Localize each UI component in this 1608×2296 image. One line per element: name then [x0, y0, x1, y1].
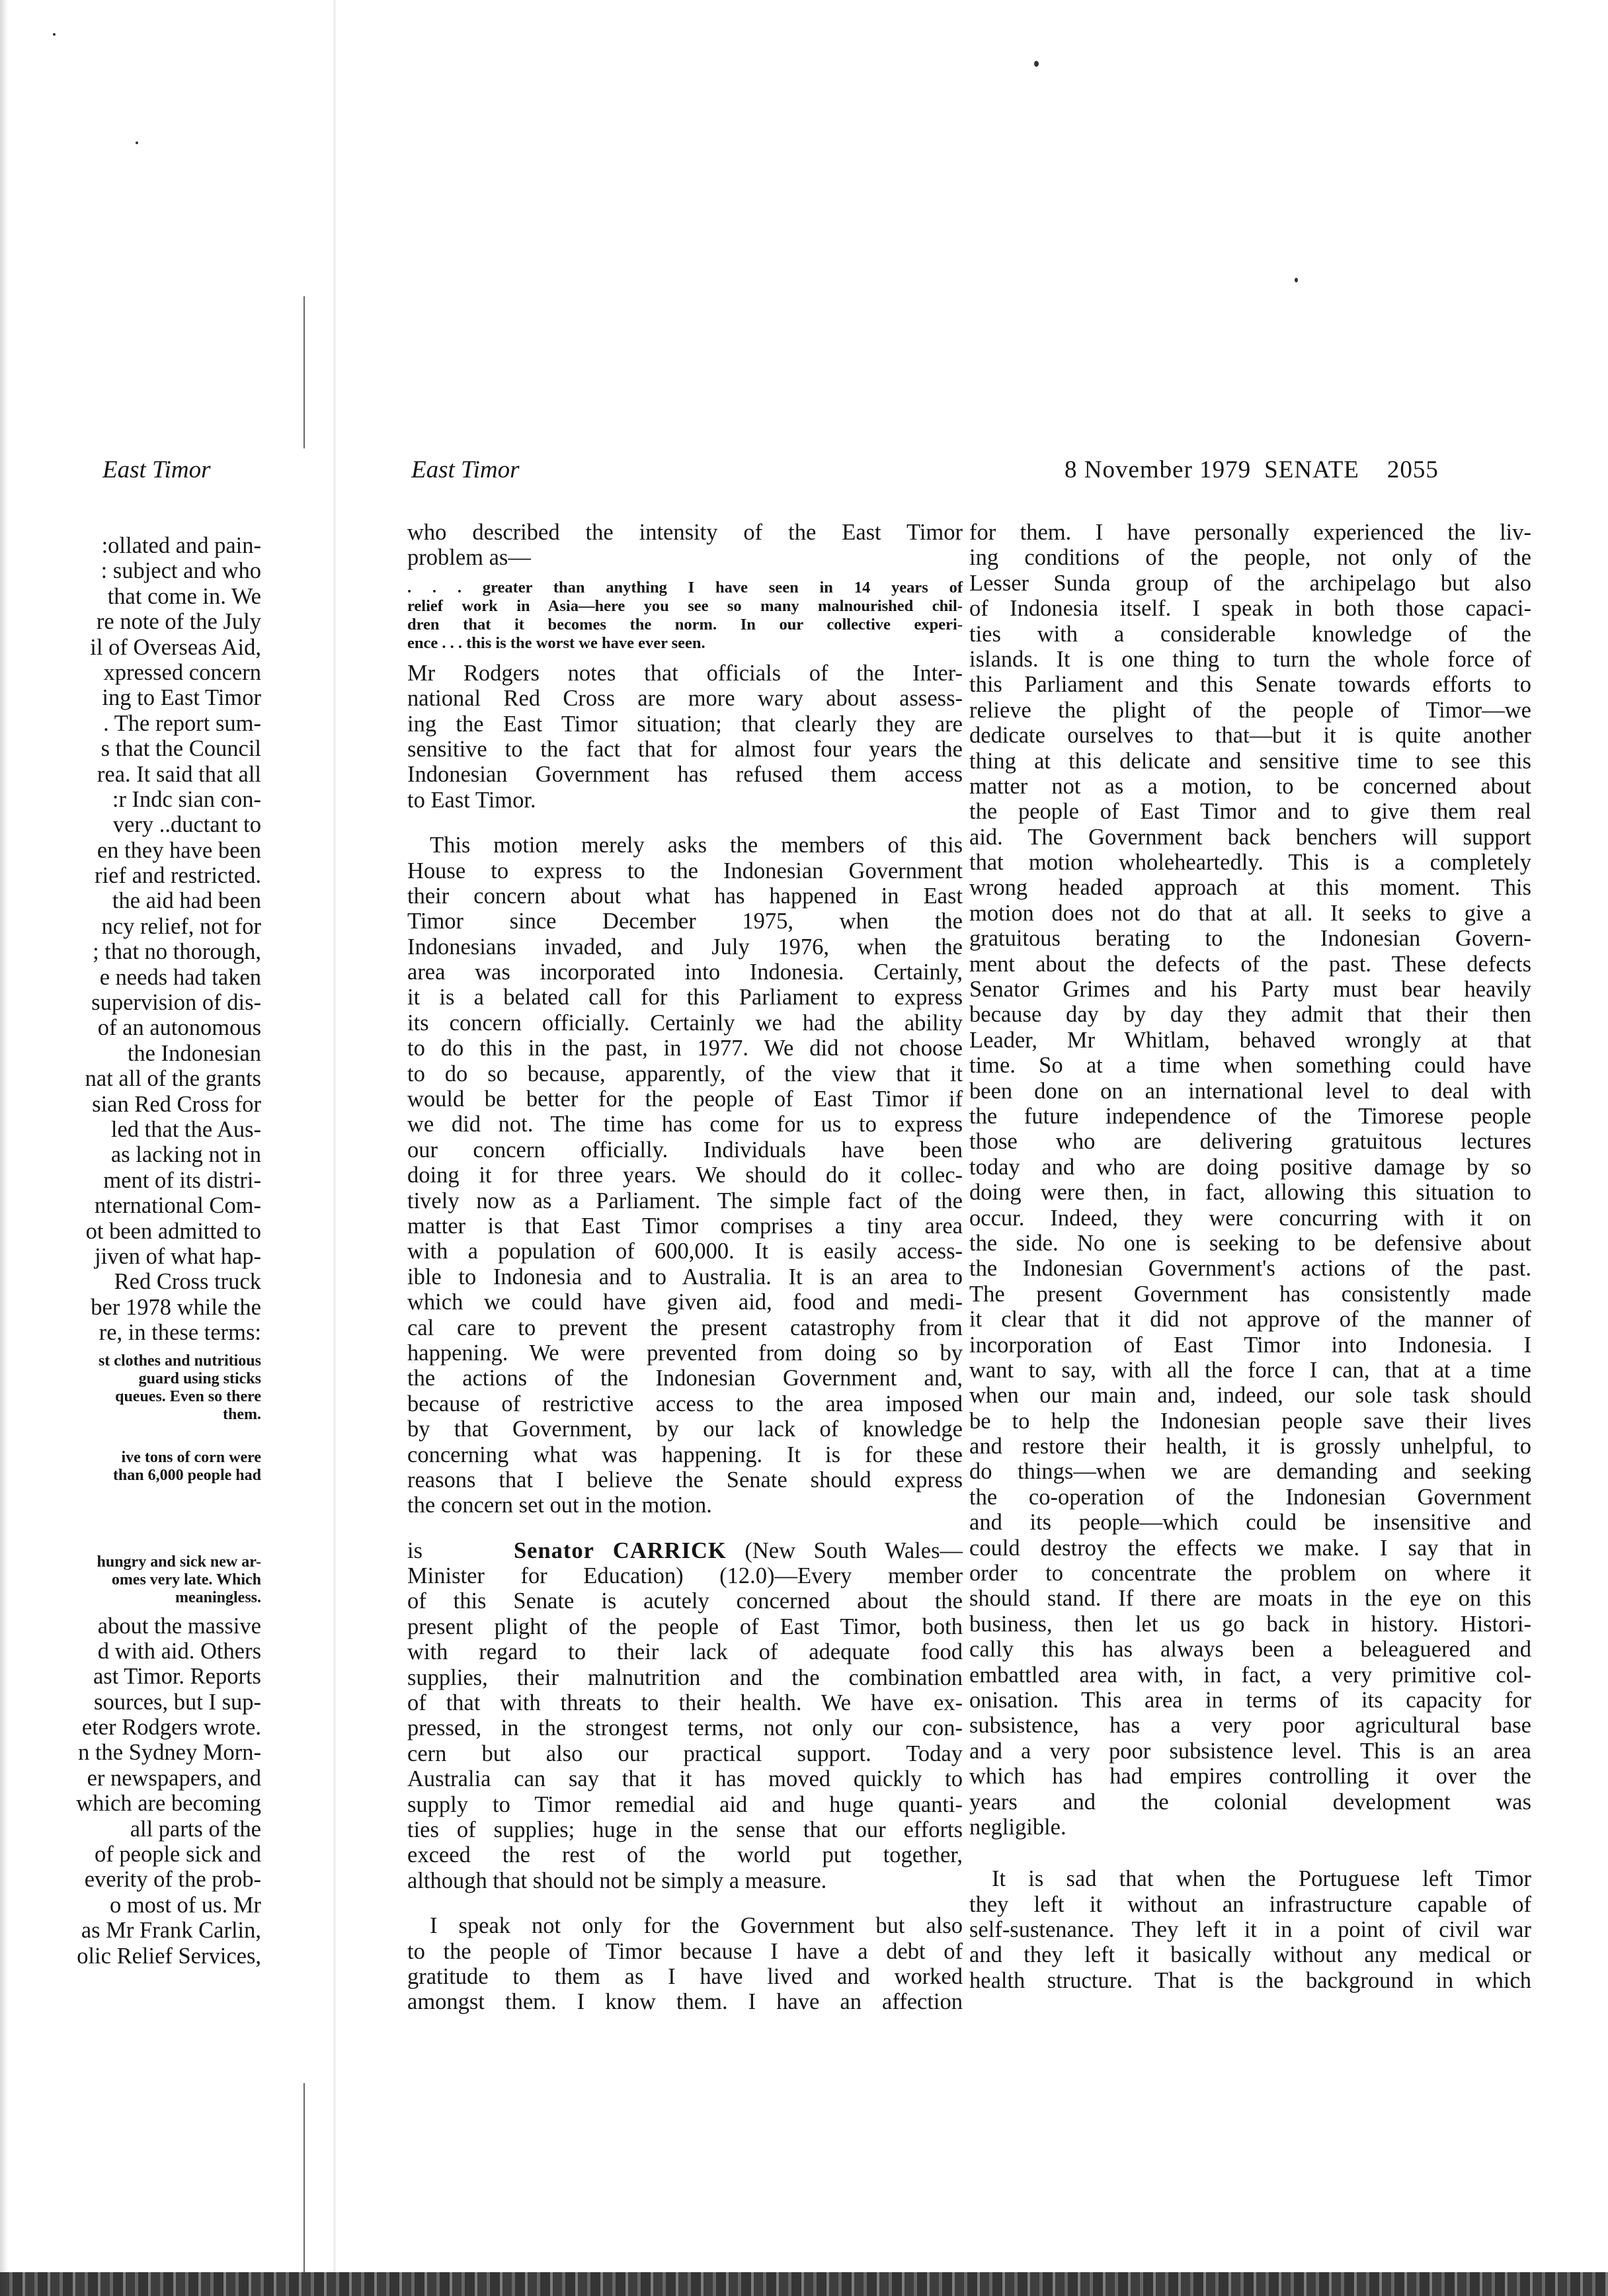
text-line: happening. We were prevented from doing so by: [407, 1340, 963, 1366]
fragment-line: sian Red Cross for: [92, 1091, 261, 1117]
text-line: ties of supplies; huge in the sense that our efforts: [407, 1817, 963, 1842]
fragment-line: ot been admitted to: [85, 1218, 261, 1244]
text-line: supply to Timor remedial aid and huge quanti-: [407, 1791, 963, 1817]
text-line: with regard to their lack of adequate food: [407, 1639, 963, 1665]
middle-column: [407, 520, 963, 2015]
scan-speck: [53, 33, 56, 36]
text-line: House to express to the Indonesian Government: [407, 858, 963, 883]
text-line: our concern officially. Individuals have been: [407, 1137, 963, 1163]
text-line: Indonesians invaded, and July 1976, when the: [407, 934, 963, 960]
fragment-quote-line: omes very late. Which: [111, 1571, 261, 1588]
text-line: Timor since December 1975, when the: [407, 909, 963, 934]
text-line: national Red Cross are more wary about assess-: [407, 686, 963, 712]
text-line: the side. No one is seeking to be defensive about: [969, 1230, 1531, 1256]
speaker-electorate: (New South Wales—: [744, 1538, 963, 1563]
text-line: they left it without an infrastructure capable of: [969, 1891, 1531, 1917]
text-line: concerning what was happening. It is for these: [407, 1442, 963, 1467]
text-line: islands. It is one thing to turn the whole force of: [969, 646, 1531, 672]
text-line: which we could have given aid, food and medi-: [407, 1290, 963, 1315]
text-line: and restore their health, it is grossly unhelpful, to: [969, 1434, 1531, 1459]
text-line: could destroy the effects we make. I say that in: [969, 1535, 1531, 1561]
text-line: gratuitous berating to the Indonesian Govern-: [969, 926, 1531, 952]
header-date: 8 November 1979: [1065, 456, 1252, 483]
text-line: because day by day they admit that their then: [969, 1002, 1531, 1028]
fragment-line: that come in. We: [107, 583, 261, 609]
fragment-line: nternational Com-: [95, 1193, 261, 1219]
text-line: reasons that I believe the Senate should express: [407, 1467, 963, 1493]
fragment-line: : subject and who: [100, 558, 261, 584]
scan-speck: [1295, 278, 1298, 282]
fragment-line: everity of the prob-: [84, 1867, 261, 1893]
paragraph-affection: [407, 1913, 963, 2015]
fragment-line: re note of the July: [96, 609, 261, 635]
running-head-center: East Timor: [411, 456, 520, 483]
scan-speck: [1034, 61, 1039, 67]
fragment-line: about the massive: [97, 1613, 261, 1639]
fragment-line: . The report sum-: [103, 710, 261, 736]
text-line: area was incorporated into Indonesia. Certainly,: [407, 960, 963, 985]
text-line: doing it for three years. We should do it collec-: [407, 1163, 963, 1188]
text-line: relieve the plight of the people of Timor—we: [969, 697, 1531, 723]
quote-line: dren that it becomes the norm. In our collective experi-: [407, 615, 963, 634]
gutter-mark-bottom: [303, 2083, 305, 2272]
paragraph-experience: [969, 520, 1531, 1840]
text-line: motion does not do that at all. It seeks to give a: [969, 900, 1531, 926]
text-line: subsistence, has a very poor agricultural base: [969, 1713, 1531, 1739]
text-line: the future independence of the Timorese people: [969, 1103, 1531, 1129]
text-line: who described the intensity of the East Timor: [407, 520, 963, 545]
text-line: and they left it basically without any medical or: [969, 1942, 1531, 1968]
fragment-line: which are becoming: [76, 1791, 261, 1817]
text-line: The present Government has consistently made: [969, 1281, 1531, 1307]
rodgers-quote: [407, 579, 963, 653]
fragment-line: o most of us. Mr: [109, 1892, 261, 1918]
fragment-line: s that the Council: [100, 736, 261, 762]
fragment-quote-line: ive tons of corn were: [121, 1448, 261, 1466]
text-line: thing at this delicate and sensitive time to see this: [969, 748, 1531, 774]
text-line: should stand. If there are moats in the eye on this: [969, 1586, 1531, 1612]
text-line: I speak not only for the Government but also: [430, 1913, 963, 1939]
text-line: ible to Indonesia and to Australia. It is an area to: [407, 1264, 963, 1290]
text-line: sensitive to the fact that for almost four years the: [407, 736, 963, 762]
fragment-quote-line: st clothes and nutritious: [98, 1352, 261, 1370]
text-line: Indonesian Government has refused them access: [407, 762, 963, 788]
text-line: be to help the Indonesian people save their lives: [969, 1408, 1531, 1434]
quote-line: relief work in Asia—here you see so many malnourished chil-: [407, 596, 963, 615]
text-line: when our main and, indeed, our sole task should: [969, 1383, 1531, 1409]
text-line: of that with threats to their health. We have ex-: [407, 1690, 963, 1716]
fragment-line: sources, but I sup-: [94, 1689, 261, 1715]
fragment-line: re, in these terms:: [99, 1320, 261, 1346]
text-line: Mr Rodgers notes that officials of the Inter-: [407, 660, 963, 686]
fragment-line: en they have been: [97, 837, 261, 863]
intro-paragraph: [407, 520, 963, 571]
text-line: this Parliament and this Senate towards efforts to: [969, 672, 1531, 698]
scan-speck: [136, 142, 138, 144]
text-line: and a very poor subsistence level. This is an area: [969, 1738, 1531, 1764]
text-line: to do so because, apparently, of the view that it: [407, 1061, 963, 1086]
text-line: do things—when we are demanding and seeking: [969, 1459, 1531, 1485]
text-line: order to concentrate the problem on where it: [969, 1561, 1531, 1586]
text-line: gratitude to them as I have lived and worked: [407, 1963, 963, 1989]
text-line: It is sad that when the Portuguese left Timor: [992, 1866, 1531, 1892]
fragment-line: ncy relief, not for: [101, 913, 261, 939]
fragment-line: as Mr Frank Carlin,: [81, 1918, 261, 1944]
text-line: its concern officially. Certainly we had the ability: [407, 1010, 963, 1036]
text-line: Minister for Education) (12.0)—Every member: [407, 1563, 963, 1589]
fragment-line: supervision of dis-: [91, 990, 261, 1016]
text-line: This motion merely asks the members of this: [430, 833, 963, 858]
fragment-line: nat all of the grants: [85, 1066, 261, 1092]
text-line: today and who are doing positive damage by so: [969, 1154, 1531, 1180]
fragment-line: rea. It said that all: [97, 761, 261, 787]
fragment-line: ment of its distri-: [103, 1167, 261, 1193]
text-line: the concern set out in the motion.: [407, 1493, 712, 1518]
text-line: the actions of the Indonesian Government and,: [407, 1366, 963, 1391]
fragment-line: jiven of what hap-: [95, 1243, 261, 1269]
text-line: the Indonesian Government's actions of the past.: [969, 1256, 1531, 1282]
text-line: want to say, with all the force I can, that at a time: [969, 1357, 1531, 1383]
speaker-prefix: is: [407, 1538, 423, 1563]
fragment-line: d with aid. Others: [97, 1638, 261, 1664]
text-line: years and the colonial development was: [969, 1789, 1531, 1815]
text-line: cally this has always been a beleaguered and: [969, 1637, 1531, 1662]
scan-bottom-edge: [0, 2272, 1608, 2296]
fragment-line: ing to East Timor: [102, 685, 261, 711]
text-line: negligible.: [969, 1814, 1066, 1840]
fragment-line: il of Overseas Aid,: [90, 634, 261, 660]
fragment-line: n the Sydney Morn-: [78, 1740, 261, 1766]
text-line: onisation. This area in terms of its capacity for: [969, 1687, 1531, 1713]
text-line: health structure. That is the background in which: [969, 1967, 1531, 1993]
quote-line: ence . . . this is the worst we have ever seen.: [407, 634, 705, 652]
fragment-line: as lacking not in: [110, 1142, 261, 1168]
paragraph-carrick: [407, 1538, 963, 1893]
text-line: it clear that it did not approve of the manner of: [969, 1307, 1531, 1332]
page-fold: [333, 0, 337, 2296]
text-line: it is a belated call for this Parliament to express: [407, 985, 963, 1010]
fragment-line: ; that no thorough,: [93, 939, 261, 965]
text-line: Senator Grimes and his Party must bear heavily: [969, 977, 1531, 1003]
text-line: and its people—which could be insensitive and: [969, 1510, 1531, 1536]
text-line: wrong headed approach at this moment. This: [969, 875, 1531, 901]
fragment-line: xpressed concern: [103, 659, 261, 685]
fragment-line: Red Cross truck: [114, 1269, 261, 1295]
text-line: for them. I have personally experienced the liv-: [969, 520, 1531, 545]
text-line: because of restrictive access to the area imposed: [407, 1391, 963, 1416]
text-line: present plight of the people of East Timor, both: [407, 1614, 963, 1639]
fragment-line: er newspapers, and: [87, 1765, 261, 1791]
text-line: of Indonesia itself. I speak in both those capaci-: [969, 596, 1531, 622]
fragment-line: ast Timor. Reports: [93, 1664, 261, 1690]
fragment-line: :ollated and pain-: [101, 533, 261, 558]
text-line: matter not as a motion, to be concerned about: [969, 773, 1531, 799]
gutter-mark-top: [303, 296, 305, 448]
fragment-line: of people sick and: [95, 1842, 261, 1867]
text-line: ing the East Timor situation; that clearly they are: [407, 711, 963, 737]
paragraph-motion: [407, 833, 963, 1518]
text-line: that motion wholeheartedly. This is a completely: [969, 850, 1531, 876]
left-column-fragment: [0, 533, 261, 1969]
fragment-quote-line: queues. Even so there: [115, 1387, 261, 1405]
text-line: self-sustenance. They left it in a point of civil war: [969, 1917, 1531, 1943]
text-line: been done on an international level to deal with: [969, 1078, 1531, 1104]
text-line: ing conditions of the people, not only of the: [969, 545, 1531, 571]
text-line: business, then let us go back in history. Histori-: [969, 1611, 1531, 1637]
text-line: with a population of 600,000. It is easily access-: [407, 1239, 963, 1264]
fragment-line: the aid had been: [112, 888, 261, 914]
fragment-line: very ..ductant to: [112, 812, 261, 838]
fragment-quote-line: hungry and sick new ar-: [97, 1553, 261, 1571]
fragment-quote-line: meaningless.: [175, 1588, 261, 1606]
fragment-line: rief and restricted.: [95, 863, 261, 889]
fragment-line: olic Relief Services,: [77, 1943, 261, 1969]
page-number: 2055: [1387, 456, 1439, 483]
running-head-right: [1065, 454, 1439, 487]
text-line: Australia can say that it has moved quickly to: [407, 1766, 963, 1792]
text-line: time. So at a time when something could have: [969, 1053, 1531, 1079]
fragment-line: of an autonomous: [97, 1015, 261, 1041]
text-line: those who are delivering gratuitous lectures: [969, 1129, 1531, 1155]
text-line: doing were then, in fact, allowing this situation to: [969, 1180, 1531, 1206]
text-line: pressed, in the strongest terms, not only our con-: [407, 1715, 963, 1741]
fragment-line: :r Indc sian con-: [112, 786, 261, 812]
speaker-name: Senator CARRICK: [513, 1538, 727, 1563]
text-line: Lesser Sunda group of the archipelago but also: [969, 570, 1531, 596]
text-line: matter is that East Timor comprises a tiny area: [407, 1213, 963, 1239]
text-line: embattled area with, in fact, a very primitive col-: [969, 1662, 1531, 1688]
text-line: cal care to prevent the present catastrophy from: [407, 1315, 963, 1340]
speaker-line: [407, 1538, 963, 1563]
fragment-line: eter Rodgers wrote.: [81, 1715, 261, 1741]
header-chamber: SENATE: [1264, 456, 1359, 483]
text-line: ment about the defects of the past. These defects: [969, 951, 1531, 977]
fragment-quote-line: them.: [223, 1405, 261, 1423]
fragment-line: the Indonesian: [127, 1040, 261, 1066]
text-line: although that should not be simply a measure.: [407, 1867, 827, 1893]
quote-line: . . . greater than anything I have seen in 14 years of: [407, 578, 963, 596]
text-line: would be better for the people of East Timor if: [407, 1086, 963, 1112]
paragraph-red-cross: [407, 661, 963, 813]
text-line: to do this in the past, in 1977. We did not choose: [407, 1036, 963, 1061]
fragment-line: all parts of the: [130, 1816, 261, 1842]
paragraph-portuguese: [969, 1866, 1531, 1993]
text-line: dedicate ourselves to that—but it is quite another: [969, 723, 1531, 749]
text-line: supplies, their malnutrition and the combination: [407, 1664, 963, 1690]
text-line: occur. Indeed, they were concurring with it on: [969, 1205, 1531, 1231]
fragment-quote-line: guard using sticks: [138, 1370, 261, 1387]
text-line: we did not. The time has come for us to express: [407, 1112, 963, 1137]
fragment-line: led that the Aus-: [110, 1116, 261, 1142]
text-line: to East Timor.: [407, 787, 536, 813]
text-line: aid. The Government back benchers will support: [969, 824, 1531, 850]
right-column: [969, 520, 1531, 1993]
text-line: the co-operation of the Indonesian Government: [969, 1484, 1531, 1510]
text-line: amongst them. I know them. I have an affection: [407, 1989, 963, 2015]
text-line: by that Government, by our lack of knowledge: [407, 1416, 963, 1442]
fragment-line: e needs had taken: [99, 964, 261, 990]
text-line: the people of East Timor and to give them real: [969, 799, 1531, 825]
running-head-left: East Timor: [102, 456, 211, 483]
fragment-quote-line: than 6,000 people had: [112, 1466, 261, 1484]
text-line: problem as—: [407, 545, 531, 571]
fragment-line: ber 1978 while the: [91, 1294, 261, 1320]
text-line: tively now as a Parliament. The simple fact of the: [407, 1188, 963, 1213]
text-line: of this Senate is acutely concerned about the: [407, 1588, 963, 1614]
text-line: incorporation of East Timor into Indonesia. I: [969, 1332, 1531, 1358]
text-line: ties with a considerable knowledge of the: [969, 621, 1531, 647]
text-line: Leader, Mr Whitlam, behaved wrongly at that: [969, 1027, 1531, 1053]
text-line: cern but also our practical support. Today: [407, 1741, 963, 1766]
text-line: to the people of Timor because I have a debt of: [407, 1938, 963, 1964]
text-line: which has had empires controlling it over the: [969, 1764, 1531, 1789]
text-line: their concern about what has happened in East: [407, 883, 963, 909]
text-line: exceed the rest of the world put together,: [407, 1842, 963, 1868]
